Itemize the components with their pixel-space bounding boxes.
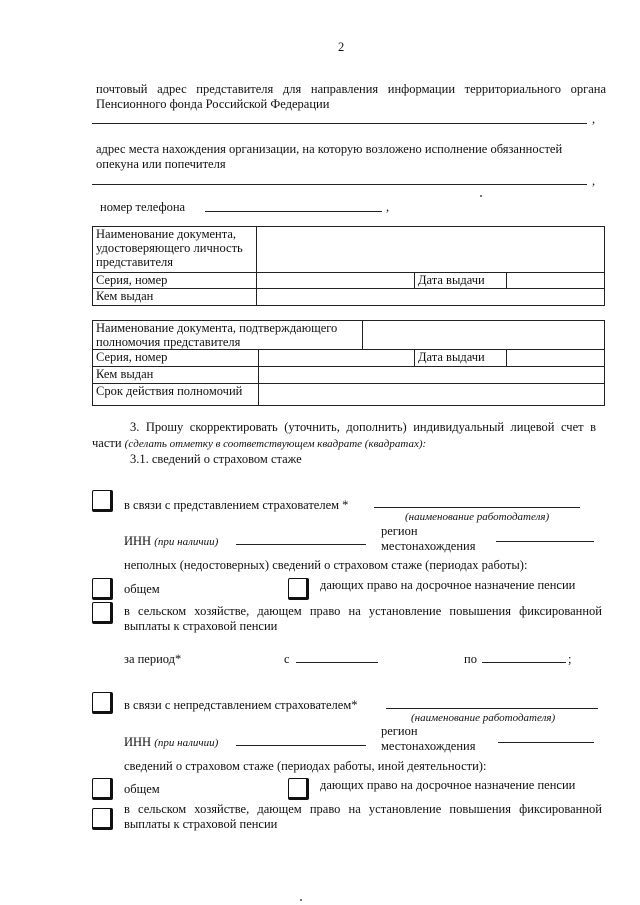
inn-note-b: (при наличии) <box>154 737 219 749</box>
location-label-b: местонахождения <box>381 739 476 753</box>
early-pension-checkbox-a[interactable] <box>288 578 309 600</box>
inn-note: (при наличии) <box>154 536 219 548</box>
phone-label: номер телефона <box>100 200 186 214</box>
page-number: 2 <box>338 40 345 54</box>
employer-submitted-checkbox[interactable] <box>92 490 113 512</box>
employer-not-submitted-region-field[interactable] <box>498 742 594 743</box>
period-to-field[interactable] <box>482 662 566 663</box>
agriculture-checkbox-a[interactable] <box>92 602 113 624</box>
early-pension-checkbox-b[interactable] <box>288 778 309 800</box>
agriculture-label-b: в сельском хозяйстве, дающем право на установление повышения фиксированной выплаты к страховой пенсии <box>124 802 602 831</box>
early-pension-label-b: дающих право на досрочное назначение пенсии <box>320 778 576 792</box>
authority-doc-validity-field[interactable] <box>259 384 605 406</box>
identity-doc-series-field[interactable] <box>257 273 415 289</box>
period-label: за период* <box>124 652 182 666</box>
identity-doc-issue-date-label: Дата выдачи <box>415 273 507 289</box>
request-part-line <box>92 436 426 452</box>
inn-label: ИНН <box>124 534 152 548</box>
employer-submitted-inn-line <box>124 534 218 550</box>
authority-doc-name-label: Наименование документа, подтверждающего полномочия представителя <box>93 321 363 350</box>
org-location-comma: , <box>592 174 596 188</box>
region-label: регион <box>381 524 418 538</box>
agriculture-label-a: в сельском хозяйстве, дающем право на установление повышения фиксированной выплаты к страховой пенсии <box>124 604 602 633</box>
scan-speck <box>300 899 302 901</box>
org-location-field[interactable] <box>92 184 587 185</box>
identity-doc-series-label: Серия, номер <box>93 273 257 289</box>
employer-not-submitted-checkbox[interactable] <box>92 692 113 714</box>
request-part-note: (сделать отметку в соответствующем квадрате (квадратах): <box>124 438 427 450</box>
employer-submitted-name-caption: (наименование работодателя) <box>405 511 550 523</box>
general-checkbox-a[interactable] <box>92 578 113 600</box>
inn-label-b: ИНН <box>124 735 152 749</box>
phone-comma: , <box>386 200 390 214</box>
authority-doc-issue-date-field[interactable] <box>507 350 605 367</box>
period-semicolon: ; <box>568 652 572 666</box>
employer-not-submitted-inn-line <box>124 735 218 751</box>
authority-doc-table <box>92 320 605 406</box>
authority-doc-issued-by-label: Кем выдан <box>93 367 259 384</box>
early-pension-label-a: дающих право на досрочное назначение пенсии <box>320 578 576 592</box>
subsection-3-1: 3.1. сведений о страховом стаже <box>130 452 302 466</box>
employer-submitted-inn-field[interactable] <box>236 544 366 545</box>
authority-doc-series-label: Серия, номер <box>93 350 259 367</box>
authority-doc-issue-date-label: Дата выдачи <box>415 350 507 367</box>
employer-not-submitted-name-caption: (наименование работодателя) <box>411 712 556 724</box>
location-label: местонахождения <box>381 539 476 553</box>
identity-doc-issue-date-field[interactable] <box>507 273 605 289</box>
identity-doc-issued-by-label: Кем выдан <box>93 289 257 306</box>
authority-doc-validity-label: Срок действия полномочий <box>93 384 259 406</box>
rep-postal-address-field[interactable] <box>92 123 587 124</box>
employer-not-submitted-inn-field[interactable] <box>236 745 366 746</box>
authority-doc-issued-by-field[interactable] <box>259 367 605 384</box>
identity-doc-issued-by-field[interactable] <box>257 289 605 306</box>
agriculture-checkbox-b[interactable] <box>92 808 113 830</box>
identity-doc-name-field[interactable] <box>257 227 605 273</box>
employer-not-submitted-name-field[interactable] <box>386 708 598 709</box>
org-location-label: адрес места нахождения организации, на которую возложено исполнение обязанностей опекуна или попечителя <box>96 142 563 171</box>
rep-postal-address-comma: , <box>592 112 596 126</box>
rep-postal-address-label: почтовый адрес представителя для направления информации территориального органа Пенсионного фонда Российской Федерации <box>96 82 606 111</box>
request-part-word: части <box>92 436 122 450</box>
employer-not-submitted-label: в связи с непредставлением страхователем* <box>124 698 358 712</box>
period-to-label: по <box>464 652 477 666</box>
phone-field[interactable] <box>205 211 382 212</box>
identity-doc-table <box>92 226 605 306</box>
general-label-a: общем <box>124 582 160 596</box>
request-paragraph: 3. Прошу скорректировать (уточнить, дополнить) индивидуальный лицевой счет в <box>130 420 596 434</box>
scan-speck <box>480 195 482 197</box>
employer-submitted-name-field[interactable] <box>374 507 580 508</box>
incomplete-info-intro: неполных (недостоверных) сведений о страховом стаже (периодах работы): <box>124 558 528 572</box>
authority-doc-name-field[interactable] <box>363 321 605 350</box>
authority-doc-series-field[interactable] <box>259 350 415 367</box>
employer-submitted-region-field[interactable] <box>496 541 594 542</box>
period-from-label: с <box>284 652 290 666</box>
general-checkbox-b[interactable] <box>92 778 113 800</box>
missing-info-intro: сведений о страховом стаже (периодах работы, иной деятельности): <box>124 759 487 773</box>
employer-submitted-label: в связи с представлением страхователем * <box>124 498 349 512</box>
region-label-b: регион <box>381 724 418 738</box>
period-from-field[interactable] <box>296 662 378 663</box>
identity-doc-name-label: Наименование документа, удостоверяющего личность представителя <box>93 227 257 273</box>
general-label-b: общем <box>124 782 160 796</box>
